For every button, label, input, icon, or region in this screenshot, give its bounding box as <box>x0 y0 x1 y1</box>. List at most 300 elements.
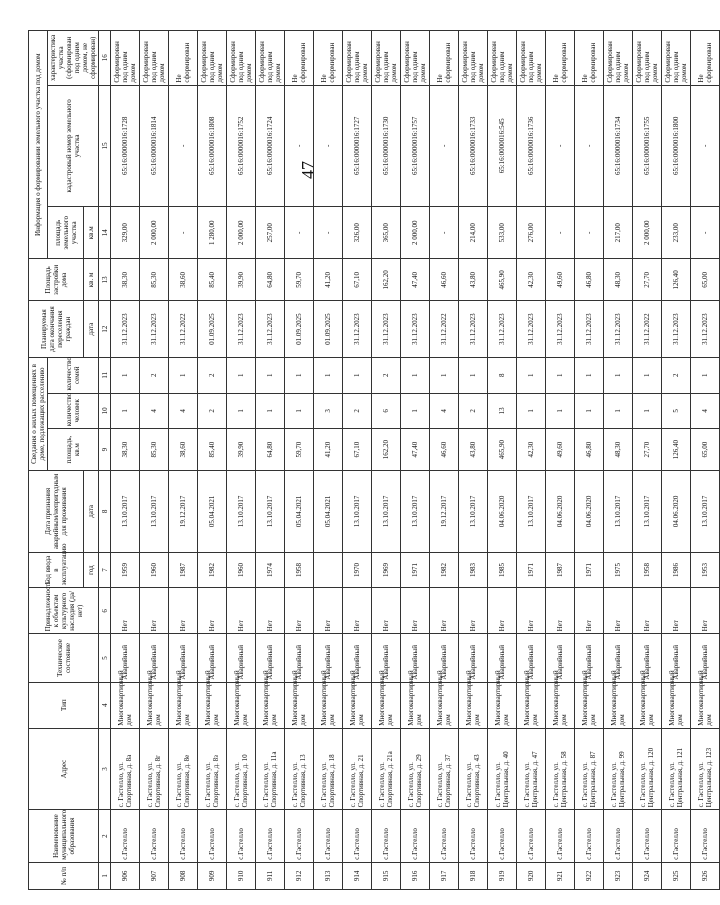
cell-land-area: 2 000,00 <box>227 207 256 259</box>
table-row <box>662 31 691 890</box>
table-body <box>111 31 720 890</box>
cell-building-area: 465,90 <box>488 259 517 301</box>
cell-type: Многоквартирный дом <box>256 682 285 728</box>
cell-characteristic: Сформирован под одним домом <box>372 31 401 86</box>
cell-families: 1 <box>169 357 198 393</box>
cell-building-area: 39,90 <box>227 259 256 301</box>
cell-characteristic: Сформирован под одним домом <box>343 31 372 86</box>
cell-address: с. Гастелло, ул. Спортивная, д. 11а <box>256 728 285 810</box>
cell-building-area: 49,60 <box>546 259 575 301</box>
cell-building-area: 38,30 <box>111 259 140 301</box>
cell-year: 1986 <box>662 552 691 588</box>
cell-people: 2 <box>198 393 227 429</box>
cell-planned-date: 01.09.2025 <box>285 301 314 358</box>
cell-municipality: с.Гастелло <box>691 810 720 862</box>
cell-recognition-date: 04.06.2020 <box>575 471 604 553</box>
cell-no: 906 <box>111 862 140 889</box>
cell-no: 909 <box>198 862 227 889</box>
cell-no: 908 <box>169 862 198 889</box>
cell-recognition-date: 13.10.2017 <box>140 471 169 553</box>
header-land-area: площадь земельного участка <box>48 207 84 259</box>
cell-type: Многоквартирный дом <box>662 682 691 728</box>
header-planned-date: Планируемая дата окончания переселения граждан <box>29 301 84 358</box>
column-index: 15 <box>99 85 111 207</box>
cell-heritage: Нет <box>488 588 517 634</box>
cell-year: 1971 <box>401 552 430 588</box>
cell-address: с. Гастелло, ул. Центральная, д. 40 <box>488 728 517 810</box>
cell-year: 1982 <box>198 552 227 588</box>
cell-recognition-date: 19.12.2017 <box>430 471 459 553</box>
cell-condition: Аварийный <box>517 634 546 682</box>
table-row <box>430 31 459 890</box>
cell-no: 921 <box>546 862 575 889</box>
cell-address: с. Гастелло, ул. Центральная, д. 87 <box>575 728 604 810</box>
header-area: площадь, кв.м <box>48 429 99 471</box>
cell-cadastral: 65:16:0000016:1734 <box>604 85 633 207</box>
cell-characteristic: Не сформирован <box>430 31 459 86</box>
cell-building-area: 42,30 <box>517 259 546 301</box>
header-municipality: Наименование муниципального образования <box>29 810 99 862</box>
cell-families: 1 <box>285 357 314 393</box>
cell-condition: Аварийный <box>604 634 633 682</box>
cell-year: 1970 <box>343 552 372 588</box>
cell-families: 1 <box>401 357 430 393</box>
cell-recognition-date: 13.10.2017 <box>401 471 430 553</box>
cell-year: 1958 <box>285 552 314 588</box>
cell-building-area: 46,80 <box>575 259 604 301</box>
cell-planned-date: 31.12.2022 <box>633 301 662 358</box>
header-families: количество семей <box>48 357 99 393</box>
cell-address: с. Гастелло, ул. Спортивная, д. 13 <box>285 728 314 810</box>
cell-cadastral: - <box>430 85 459 207</box>
cell-municipality: с.Гастелло <box>430 810 459 862</box>
cell-condition: Аварийный <box>111 634 140 682</box>
cell-land-area: 2 000,00 <box>401 207 430 259</box>
cell-families: 2 <box>662 357 691 393</box>
cell-land-area: 2 000,00 <box>633 207 662 259</box>
cell-characteristic: Сформирован под одним домом <box>198 31 227 86</box>
cell-building-area: 64,80 <box>256 259 285 301</box>
cell-cadastral: - <box>169 85 198 207</box>
table-row <box>256 31 285 890</box>
cell-planned-date: 31.12.2022 <box>169 301 198 358</box>
cell-cadastral: 65:16:0000016:1757 <box>401 85 430 207</box>
header-year-unit: год <box>84 552 99 588</box>
cell-people: 1 <box>517 393 546 429</box>
cell-characteristic: Сформирован под одним домом <box>662 31 691 86</box>
cell-people: 3 <box>314 393 343 429</box>
cell-families: 1 <box>691 357 720 393</box>
cell-area: 162,20 <box>372 429 401 471</box>
cell-cadastral: - <box>314 85 343 207</box>
cell-no: 917 <box>430 862 459 889</box>
cell-building-area: 47,40 <box>401 259 430 301</box>
header-address: Адрес <box>29 728 99 810</box>
cell-condition: Аварийный <box>169 634 198 682</box>
cell-families: 1 <box>256 357 285 393</box>
header-no: № п/п <box>29 862 99 889</box>
cell-recognition-date: 04.06.2020 <box>546 471 575 553</box>
cell-area: 47,40 <box>401 429 430 471</box>
cell-heritage: Нет <box>256 588 285 634</box>
cell-no: 912 <box>285 862 314 889</box>
cell-land-area: 233,00 <box>662 207 691 259</box>
cell-year: 1959 <box>111 552 140 588</box>
cell-recognition-date: 13.10.2017 <box>256 471 285 553</box>
cell-people: 4 <box>140 393 169 429</box>
cell-cadastral: - <box>285 85 314 207</box>
cell-heritage: Нет <box>546 588 575 634</box>
cell-planned-date: 31.12.2023 <box>459 301 488 358</box>
cell-municipality: с.Гастелло <box>459 810 488 862</box>
cell-condition: Аварийный <box>140 634 169 682</box>
table-row <box>633 31 662 890</box>
cell-planned-date: 31.12.2023 <box>111 301 140 358</box>
cell-cadastral: 65:16:0000016:1800 <box>662 85 691 207</box>
cell-people: 1 <box>227 393 256 429</box>
cell-people: 1 <box>546 393 575 429</box>
cell-building-area: 43,80 <box>459 259 488 301</box>
column-index: 5 <box>99 634 111 682</box>
cell-address: с. Гастелло, ул. Спортивная, д. 8з <box>198 728 227 810</box>
cell-cadastral: 65:16:0000016:1730 <box>372 85 401 207</box>
cell-planned-date: 31.12.2023 <box>343 301 372 358</box>
table-row <box>459 31 488 890</box>
cell-municipality: с.Гастелло <box>546 810 575 862</box>
cell-type: Многоквартирный дом <box>401 682 430 728</box>
cell-condition: Аварийный <box>633 634 662 682</box>
cell-characteristic: Сформирован под одним домом <box>256 31 285 86</box>
cell-address: с. Гастелло, ул. Спортивная, д. 21 <box>343 728 372 810</box>
cell-type: Многоквартирный дом <box>546 682 575 728</box>
column-index: 16 <box>99 31 111 86</box>
cell-land-area: 257,00 <box>256 207 285 259</box>
cell-address: с. Гастелло, ул. Спортивная, д. 18 <box>314 728 343 810</box>
cell-heritage: Нет <box>517 588 546 634</box>
cell-heritage: Нет <box>633 588 662 634</box>
cell-planned-date: 31.12.2023 <box>517 301 546 358</box>
table-row <box>691 31 720 890</box>
cell-families: 1 <box>430 357 459 393</box>
cell-recognition-date: 05.04.2021 <box>198 471 227 553</box>
cell-families: 1 <box>546 357 575 393</box>
cell-heritage: Нет <box>430 588 459 634</box>
cell-heritage: Нет <box>285 588 314 634</box>
cell-municipality: с.Гастелло <box>169 810 198 862</box>
cell-recognition-date: 13.10.2017 <box>604 471 633 553</box>
rotated-table-container <box>28 30 713 890</box>
cell-area: 59,70 <box>285 429 314 471</box>
table-row <box>198 31 227 890</box>
cell-area: 85,30 <box>140 429 169 471</box>
cell-land-area: 365,00 <box>372 207 401 259</box>
table-row <box>111 31 140 890</box>
cell-characteristic: Не сформирован <box>546 31 575 86</box>
cell-people: 1 <box>401 393 430 429</box>
column-index: 14 <box>99 207 111 259</box>
cell-municipality: с.Гастелло <box>285 810 314 862</box>
cell-municipality: с.Гастелло <box>662 810 691 862</box>
cell-recognition-date: 04.06.2020 <box>662 471 691 553</box>
cell-type: Многоквартирный дом <box>372 682 401 728</box>
cell-planned-date: 31.12.2023 <box>546 301 575 358</box>
cell-municipality: с.Гастелло <box>314 810 343 862</box>
column-index: 9 <box>99 429 111 471</box>
cell-building-area: 59,70 <box>285 259 314 301</box>
cell-building-area: 41,20 <box>314 259 343 301</box>
cell-cadastral: 65:16:0000016:545 <box>488 85 517 207</box>
cell-planned-date: 31.12.2022 <box>430 301 459 358</box>
cell-characteristic: Сформирован под одним домом <box>517 31 546 86</box>
cell-recognition-date: 05.04.2021 <box>314 471 343 553</box>
cell-type: Многоквартирный дом <box>459 682 488 728</box>
cell-families: 1 <box>227 357 256 393</box>
cell-heritage: Нет <box>314 588 343 634</box>
cell-condition: Аварийный <box>488 634 517 682</box>
table-row <box>140 31 169 890</box>
cell-municipality: с.Гастелло <box>111 810 140 862</box>
table-row <box>343 31 372 890</box>
cell-heritage: Нет <box>227 588 256 634</box>
cell-people: 1 <box>575 393 604 429</box>
cell-characteristic: Сформирован под одним домом <box>633 31 662 86</box>
cell-land-area: - <box>169 207 198 259</box>
cell-building-area: 162,20 <box>372 259 401 301</box>
cell-year: 1958 <box>633 552 662 588</box>
cell-condition: Аварийный <box>227 634 256 682</box>
cell-cadastral: 65:16:0000016:1727 <box>343 85 372 207</box>
cell-families: 1 <box>459 357 488 393</box>
cell-no: 920 <box>517 862 546 889</box>
cell-condition: Аварийный <box>285 634 314 682</box>
cell-year: 1960 <box>140 552 169 588</box>
cell-land-area: 214,00 <box>459 207 488 259</box>
cell-people: 6 <box>372 393 401 429</box>
cell-cadastral: 65:16:0000016:1728 <box>111 85 140 207</box>
cell-no: 925 <box>662 862 691 889</box>
cell-building-area: 46,60 <box>430 259 459 301</box>
cell-cadastral: 65:16:0000016:1814 <box>140 85 169 207</box>
cell-year: 1969 <box>372 552 401 588</box>
cell-condition: Аварийный <box>401 634 430 682</box>
cell-municipality: с.Гастелло <box>575 810 604 862</box>
cell-recognition-date: 13.10.2017 <box>111 471 140 553</box>
cell-characteristic: Сформирован под одним домом <box>488 31 517 86</box>
cell-land-area: - <box>546 207 575 259</box>
cell-type: Многоквартирный дом <box>575 682 604 728</box>
cell-heritage: Нет <box>372 588 401 634</box>
header-land-group: Информация о формировании земельного участка под домом <box>29 31 48 259</box>
table-row <box>517 31 546 890</box>
cell-characteristic: Сформирован под одним домом <box>140 31 169 86</box>
cell-municipality: с.Гастелло <box>227 810 256 862</box>
cell-area: 46,80 <box>575 429 604 471</box>
cell-characteristic: Не сформирован <box>285 31 314 86</box>
cell-type: Многоквартирный дом <box>488 682 517 728</box>
cell-families: 2 <box>372 357 401 393</box>
cell-people: 1 <box>633 393 662 429</box>
cell-land-area: - <box>691 207 720 259</box>
cell-cadastral: 65:16:0000016:1755 <box>633 85 662 207</box>
cell-area: 38,30 <box>111 429 140 471</box>
cell-year: 1987 <box>546 552 575 588</box>
cell-people: 13 <box>488 393 517 429</box>
cell-heritage: Нет <box>662 588 691 634</box>
cell-area: 67,10 <box>343 429 372 471</box>
page-number: 47 <box>298 161 318 179</box>
cell-year: 1983 <box>459 552 488 588</box>
column-index: 13 <box>99 259 111 301</box>
cell-municipality: с.Гастелло <box>488 810 517 862</box>
cell-area: 126,40 <box>662 429 691 471</box>
cell-families: 1 <box>111 357 140 393</box>
cell-heritage: Нет <box>401 588 430 634</box>
header-year: Год ввода в эксплуатацию <box>29 552 84 588</box>
table-header <box>29 31 111 890</box>
cell-recognition-date: 13.10.2017 <box>691 471 720 553</box>
cell-address: с. Гастелло, ул. Центральная, д. 121 <box>662 728 691 810</box>
cell-people: 4 <box>691 393 720 429</box>
header-cadastral: кадастровый номер земельного участка <box>48 85 99 207</box>
cell-families: 2 <box>198 357 227 393</box>
cell-heritage: Нет <box>111 588 140 634</box>
cell-area: 41,20 <box>314 429 343 471</box>
cell-land-area: - <box>314 207 343 259</box>
cell-cadastral: - <box>691 85 720 207</box>
cell-address: с. Гастелло, ул. Спортивная, д. 37 <box>430 728 459 810</box>
column-index: 4 <box>99 682 111 728</box>
cell-year: 1971 <box>517 552 546 588</box>
cell-type: Многоквартирный дом <box>285 682 314 728</box>
cell-people: 1 <box>604 393 633 429</box>
cell-heritage: Нет <box>140 588 169 634</box>
cell-area: 64,80 <box>256 429 285 471</box>
cell-cadastral: - <box>546 85 575 207</box>
header-land-area-unit: кв.м <box>84 207 99 259</box>
cell-heritage: Нет <box>691 588 720 634</box>
cell-planned-date: 31.12.2023 <box>691 301 720 358</box>
cell-area: 49,60 <box>546 429 575 471</box>
column-index: 8 <box>99 471 111 553</box>
cell-no: 907 <box>140 862 169 889</box>
header-recognition-unit: дата <box>84 471 99 553</box>
header-cultural-heritage: Принадлежность к объектам культурного наследия (да/нет) <box>29 588 99 634</box>
cell-cadastral: 65:16:0000016:1736 <box>517 85 546 207</box>
cell-condition: Аварийный <box>662 634 691 682</box>
cell-people: 4 <box>430 393 459 429</box>
cell-families: 1 <box>575 357 604 393</box>
cell-type: Многоквартирный дом <box>140 682 169 728</box>
cell-no: 919 <box>488 862 517 889</box>
cell-no: 915 <box>372 862 401 889</box>
cell-land-area: - <box>430 207 459 259</box>
cell-planned-date: 31.12.2023 <box>662 301 691 358</box>
cell-area: 39,90 <box>227 429 256 471</box>
resettlement-table <box>28 30 720 890</box>
table-row <box>488 31 517 890</box>
cell-land-area: 217,00 <box>604 207 633 259</box>
cell-building-area: 85,40 <box>198 259 227 301</box>
cell-no: 924 <box>633 862 662 889</box>
cell-building-area: 67,10 <box>343 259 372 301</box>
cell-type: Многоквартирный дом <box>314 682 343 728</box>
cell-land-area: 533,00 <box>488 207 517 259</box>
cell-recognition-date: 13.10.2017 <box>372 471 401 553</box>
cell-municipality: с.Гастелло <box>343 810 372 862</box>
cell-land-area: 2 000,00 <box>140 207 169 259</box>
cell-area: 42,30 <box>517 429 546 471</box>
cell-cadastral: 65:16:0000016:1752 <box>227 85 256 207</box>
cell-area: 27,70 <box>633 429 662 471</box>
cell-recognition-date: 13.10.2017 <box>633 471 662 553</box>
cell-planned-date: 01.09.2025 <box>314 301 343 358</box>
cell-planned-date: 31.12.2023 <box>604 301 633 358</box>
cell-heritage: Нет <box>604 588 633 634</box>
table-row <box>227 31 256 890</box>
header-planned-unit: дата <box>84 301 99 358</box>
cell-condition: Аварийный <box>198 634 227 682</box>
cell-no: 913 <box>314 862 343 889</box>
cell-condition: Аварийный <box>372 634 401 682</box>
cell-planned-date: 31.12.2023 <box>575 301 604 358</box>
cell-year: 1971 <box>575 552 604 588</box>
cell-people: 4 <box>169 393 198 429</box>
cell-condition: Аварийный <box>256 634 285 682</box>
column-index: 3 <box>99 728 111 810</box>
cell-address: с. Гастелло, ул. Центральная, д. 120 <box>633 728 662 810</box>
cell-planned-date: 31.12.2023 <box>372 301 401 358</box>
header-characteristic: характеристика участка (сформирован под одним домом, не сформирован) <box>48 31 99 86</box>
column-index: 1 <box>99 862 111 889</box>
cell-address: с. Гастелло, ул. Спортивная, д. 8г <box>140 728 169 810</box>
cell-address: с. Гастелло, ул. Спортивная, д. 29 <box>401 728 430 810</box>
cell-municipality: с.Гастелло <box>517 810 546 862</box>
cell-families: 1 <box>343 357 372 393</box>
cell-land-area: 1 280,00 <box>198 207 227 259</box>
column-index-row <box>99 31 111 890</box>
cell-heritage: Нет <box>575 588 604 634</box>
cell-no: 911 <box>256 862 285 889</box>
cell-families: 1 <box>604 357 633 393</box>
cell-families: 1 <box>633 357 662 393</box>
table-row <box>604 31 633 890</box>
cell-municipality: с.Гастелло <box>256 810 285 862</box>
cell-characteristic: Не сформирован <box>691 31 720 86</box>
cell-area: 46,60 <box>430 429 459 471</box>
cell-planned-date: 31.12.2023 <box>140 301 169 358</box>
table-row <box>546 31 575 890</box>
cell-area: 43,80 <box>459 429 488 471</box>
cell-planned-date: 01.09.2025 <box>198 301 227 358</box>
cell-characteristic: Не сформирован <box>314 31 343 86</box>
cell-address: с. Гастелло, ул. Центральная, д. 123 <box>691 728 720 810</box>
cell-families: 1 <box>314 357 343 393</box>
column-index: 12 <box>99 301 111 358</box>
cell-no: 926 <box>691 862 720 889</box>
column-index: 7 <box>99 552 111 588</box>
cell-people: 2 <box>343 393 372 429</box>
table-row <box>401 31 430 890</box>
cell-land-area: - <box>285 207 314 259</box>
cell-year: 1975 <box>604 552 633 588</box>
cell-municipality: с.Гастелло <box>198 810 227 862</box>
cell-cadastral: - <box>575 85 604 207</box>
cell-area: 465,90 <box>488 429 517 471</box>
cell-type: Многоквартирный дом <box>604 682 633 728</box>
cell-planned-date: 31.12.2023 <box>488 301 517 358</box>
cell-type: Многоквартирный дом <box>633 682 662 728</box>
header-type: Тип <box>29 682 99 728</box>
